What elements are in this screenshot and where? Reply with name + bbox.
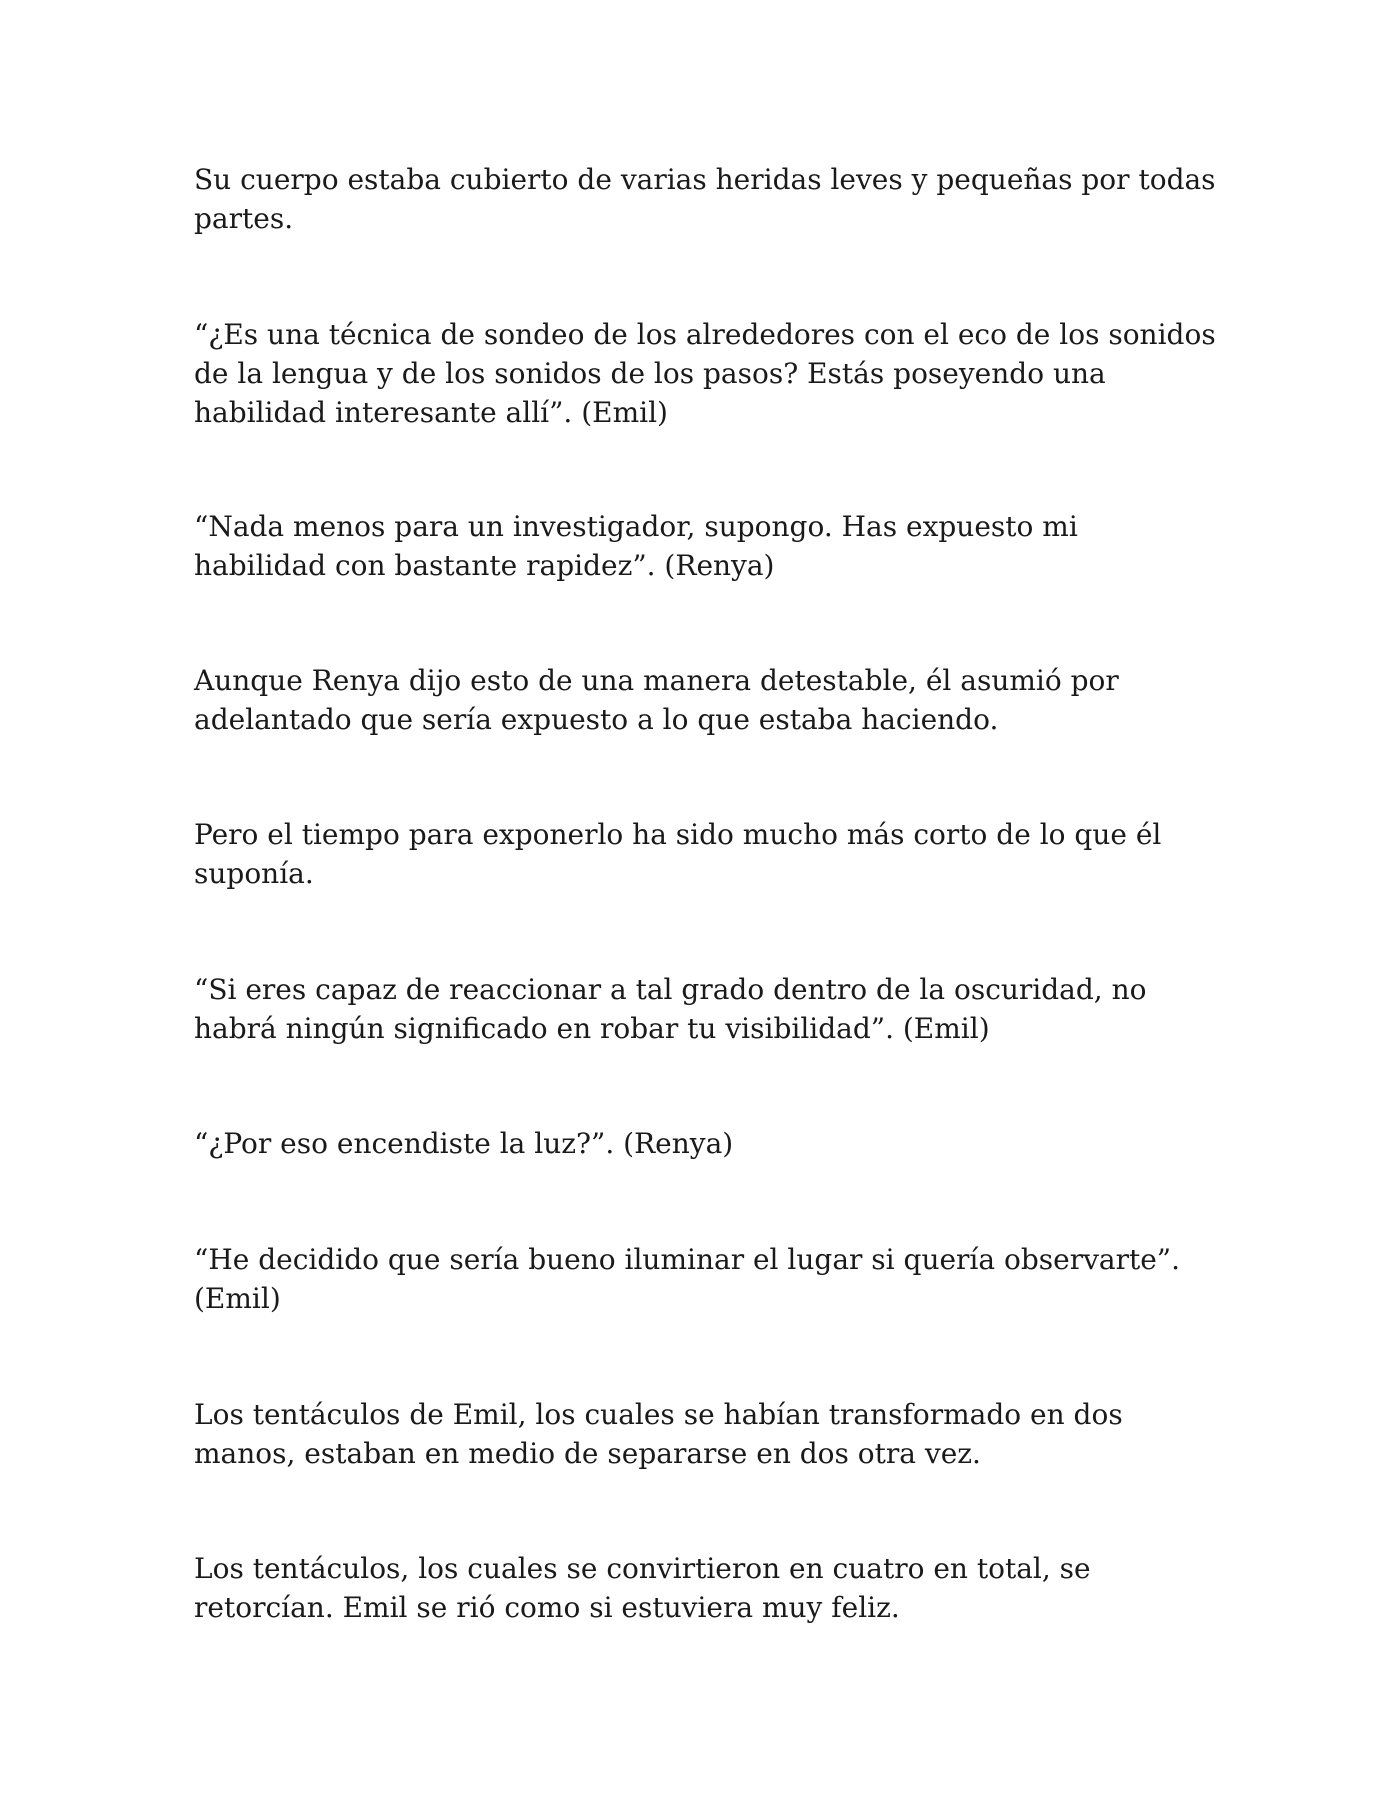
text-line: Pero el tiempo para exponerlo ha sido mucho más corto de lo que él [194,818,1162,851]
text-line: “¿Es una técnica de sondeo de los alrededores con el eco de los sonidos [194,318,1216,351]
paragraph-5 [194,815,1224,893]
text-line: “He decidido que sería bueno iluminar el lugar si quería observarte”. [194,1243,1181,1276]
paragraph-9 [194,1395,1224,1473]
text-line: retorcían. Emil se rió como si estuviera muy feliz. [194,1591,900,1624]
text-line: de la lengua y de los sonidos de los pasos? Estás poseyendo una [194,357,1106,390]
paragraph-2 [194,315,1224,432]
text-line: habilidad interesante allí”. (Emil) [194,396,668,429]
paragraph-8 [194,1240,1224,1318]
paragraph-6 [194,970,1224,1048]
text-line: (Emil) [194,1282,281,1315]
text-line: adelantado que sería expuesto a lo que estaba haciendo. [194,703,999,736]
text-line: “Si eres capaz de reaccionar a tal grado dentro de la oscuridad, no [194,973,1147,1006]
text-line: “Nada menos para un investigador, supongo. Has expuesto mi [194,510,1078,543]
paragraph-4 [194,661,1224,739]
text-line: Los tentáculos, los cuales se convirtieron en cuatro en total, se [194,1552,1091,1585]
text-line: Aunque Renya dijo esto de una manera detestable, él asumió por [194,664,1119,697]
text-line: manos, estaban en medio de separarse en dos otra vez. [194,1437,981,1470]
text-line: suponía. [194,857,314,890]
text-line: Su cuerpo estaba cubierto de varias heridas leves y pequeñas por todas [194,163,1216,196]
text-line: Los tentáculos de Emil, los cuales se habían transformado en dos [194,1398,1123,1431]
text-line: habrá ningún significado en robar tu visibilidad”. (Emil) [194,1012,990,1045]
text-line: partes. [194,202,294,235]
paragraph-3 [194,507,1224,585]
text-line: habilidad con bastante rapidez”. (Renya) [194,549,775,582]
paragraph-10 [194,1549,1224,1627]
paragraph-1 [194,160,1224,238]
text-line: “¿Por eso encendiste la luz?”. (Renya) [194,1127,734,1160]
paragraph-7 [194,1124,1224,1163]
